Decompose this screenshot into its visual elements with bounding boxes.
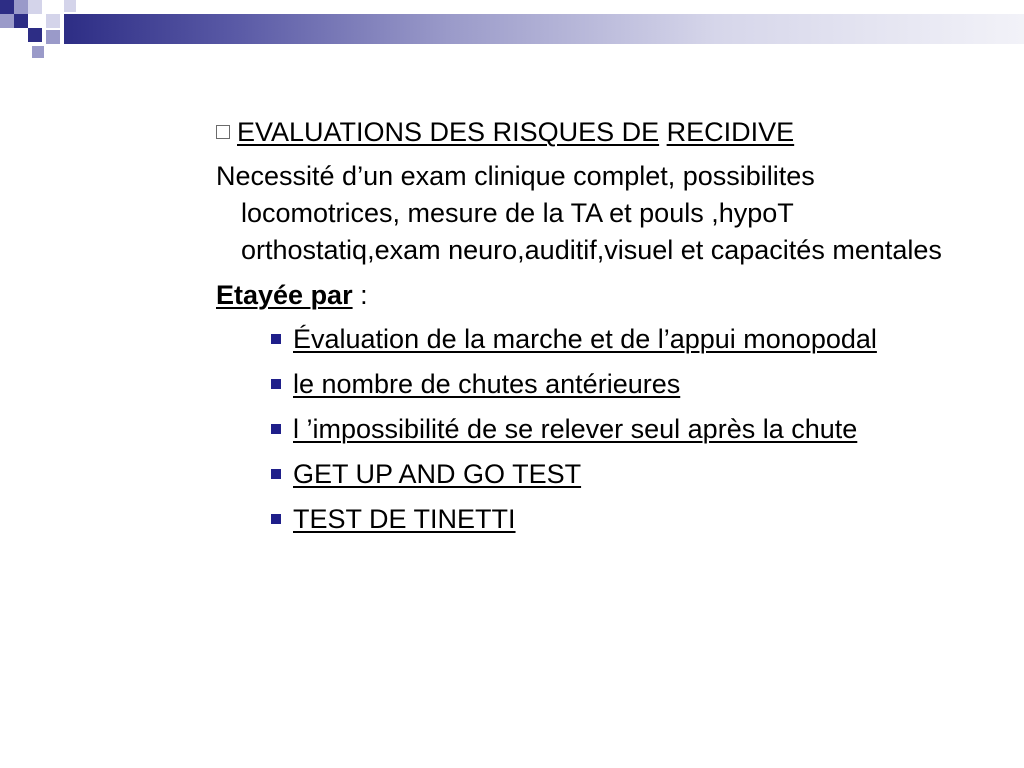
- list-item: [293, 366, 956, 403]
- header-gradient-bar: [64, 14, 1024, 44]
- list-item: [293, 456, 956, 493]
- slide-heading: [216, 114, 956, 151]
- square-bullet-icon: [271, 379, 281, 389]
- corner-square-lavender-4: [32, 46, 44, 58]
- corner-square-pale-1: [28, 0, 42, 14]
- corner-square-pale-2: [46, 14, 60, 28]
- supported-by-line: [216, 277, 956, 314]
- corner-square-lavender-3: [46, 30, 60, 44]
- corner-square-navy-3: [28, 28, 42, 42]
- supported-by-suffix: :: [352, 280, 368, 310]
- square-bullet-icon: [271, 514, 281, 524]
- corner-square-lavender-1: [14, 0, 28, 14]
- hollow-square-bullet-icon: [216, 125, 230, 139]
- clinical-exam-paragraph: Necessité d’un exam clinique complet, possibilites locomotrices, mesure de la TA et pouls ,hypoT orthostatiq,exam neuro,auditif,visuel et capacités mentales: [216, 161, 942, 265]
- heading-part-2: RECIDIVE: [666, 117, 795, 147]
- assessment-list: [216, 321, 956, 538]
- corner-square-lavender-2: [0, 14, 14, 28]
- supported-by-label: Etayée par: [216, 280, 353, 310]
- corner-square-navy-1: [0, 0, 14, 14]
- list-item-text: Évaluation de la marche et de l’appui monopodal: [293, 324, 877, 354]
- list-item-text: le nombre de chutes antérieures: [293, 369, 681, 399]
- corner-square-navy-2: [14, 14, 28, 28]
- square-bullet-icon: [271, 424, 281, 434]
- slide-content: [216, 114, 956, 546]
- list-item-text: GET UP AND GO TEST: [293, 459, 582, 489]
- square-bullet-icon: [271, 469, 281, 479]
- list-item-text: l ’impossibilité de se relever seul après la chute: [293, 414, 858, 444]
- square-bullet-icon: [271, 334, 281, 344]
- list-item-text: TEST DE TINETTI: [293, 504, 516, 534]
- corner-square-pale-3: [64, 0, 76, 12]
- heading-part-1: EVALUATIONS DES RISQUES DE: [237, 117, 660, 147]
- list-item: [293, 501, 956, 538]
- list-item: [293, 321, 956, 358]
- list-item: [293, 411, 956, 448]
